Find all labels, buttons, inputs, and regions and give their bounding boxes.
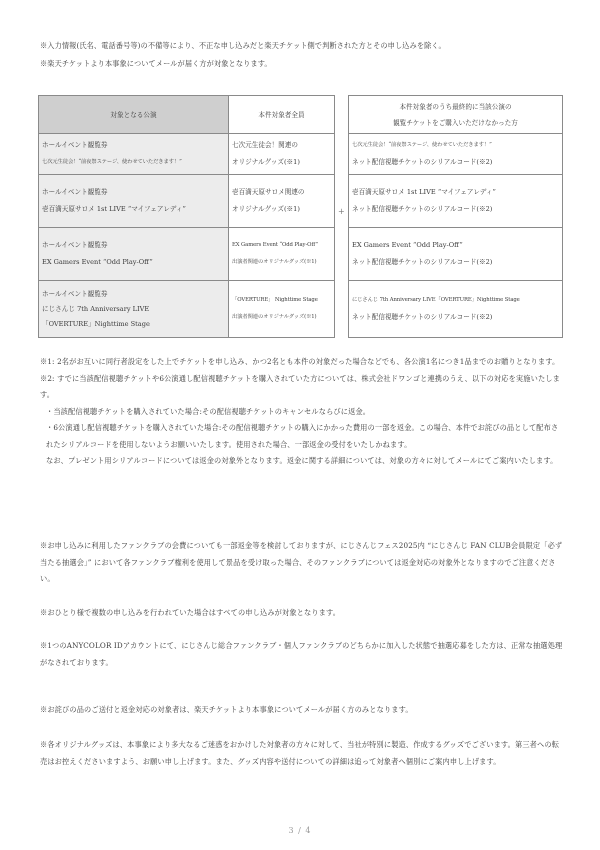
- note-1: ※1: 2名がお互いに同行者設定をした上でチケットを申し込み、かつ2名とも本件の対象だった場合などでも、各公演1名につき1品までのお贈りとなります。: [40, 357, 560, 366]
- table-row: [39, 281, 335, 338]
- fanclub-note: ※お申し込みに利用したファンクラブの会費についても一部返金等を検討しておりますが、にじさんじフェス2025内 “にじさんじ FAN CLUB会員限定「必ず当たる抽選会」” において各ファンクラブ権利を使用して景品を受け取った場合、そのファンクラブについては返金対応の対象外となりますのでご注意ください。: [40, 541, 563, 583]
- header-line-2: 観覧チケットをご購入いただけなかった方: [393, 118, 518, 127]
- goods-related: EX Gamers Event “Odd Play-Off”: [232, 242, 319, 248]
- note-2: ※2: すでに当該配信視聴チケットや6公演通し配信視聴チケットを購入されていた方については、株式会社ドワンゴと連携のうえ、以下の対応を実施いたします。: [40, 373, 560, 399]
- event-name: 七次元生徒会！“前夜祭ステージ、使わせていただきます！”: [352, 142, 492, 148]
- event-name: EX Gamers Event “Odd Play-Off”: [42, 258, 153, 266]
- serial-code-item: ネット配信視聴チケットのシリアルコード(※2): [352, 205, 493, 213]
- event-ticket-type: ホールイベント観覧券: [42, 188, 108, 196]
- event-subtitle: 「OVERTURE」Nighttime Stage: [42, 319, 150, 328]
- footnotes-block: [40, 354, 565, 470]
- note-2-bullet-1: ・当該配信視聴チケットを購入されていた場合:その配信視聴チケットのキャンセルならびに返金。: [46, 406, 371, 416]
- event-name: にじさんじ 7th Anniversary LIVE: [42, 304, 150, 313]
- eligible-events-table: [38, 95, 335, 338]
- note-2-extra: なお、プレゼント用シリアルコードについては返金の対象外となります。返金に関する詳細については、対象の方々に対してメールにてご案内いたします。: [46, 456, 558, 465]
- table-row: [39, 175, 335, 228]
- event-ticket-type: ホールイベント観覧券: [42, 141, 108, 149]
- event-name: 七次元生徒会！“前夜祭ステージ、使わせていただきます！”: [42, 159, 182, 165]
- goods-related: 壱百満天原サロメ関連の: [232, 188, 305, 196]
- table-row: [349, 228, 563, 281]
- header-all-eligible: 本件対象者全員: [229, 96, 335, 134]
- table-row: [349, 175, 563, 228]
- event-name: にじさんじ 7th Anniversary LIVE「OVERTURE」Nighttime Stage: [352, 297, 520, 303]
- intro-line-2: ※楽天チケットより本事象についてメールが届く方が対象となります。: [40, 59, 272, 68]
- goods-related: 七次元生徒会！関連の: [232, 141, 298, 149]
- header-unpurchased: [349, 96, 563, 134]
- goods-item: 出演者関連のオリジナルグッズ(※1): [232, 259, 317, 265]
- table-row: [349, 281, 563, 338]
- serial-code-item: ネット配信視聴チケットのシリアルコード(※2): [352, 158, 493, 166]
- note-2-bullet-2: ・6公演通し配信視聴チケットを購入されていた場合:その配信視聴チケットの購入にかかった費用の一部を返金。この場合、本件でお詫びの品として配布されたシリアルコードを使用しないようお願いいたします。使用された場合、一部返金の受付をいたしかねます。: [46, 423, 559, 449]
- table-row: [39, 134, 335, 175]
- event-ticket-type: ホールイベント観覧券: [42, 289, 108, 298]
- unpurchased-bonus-table: [348, 95, 563, 338]
- table-row: [349, 134, 563, 175]
- table-row: [39, 228, 335, 281]
- target-recipients-note: ※お詫びの品のご送付と返金対応の対象者は、楽天チケットより本事象についてメールが届く方のみとなります。: [40, 705, 413, 714]
- serial-code-item: ネット配信視聴チケットのシリアルコード(※2): [352, 313, 493, 321]
- intro-line-1: ※入力情報(氏名、電話番号等)の不備等により、不正な申し込みだと楽天チケット側で判断された方とその申し込みを除く。: [40, 41, 446, 50]
- multiple-applications-note: ※おひとり様で複数の申し込みを行われていた場合はすべての申し込みが対象となります。: [40, 608, 341, 617]
- header-target-event: 対象となる公演: [39, 96, 229, 134]
- plus-sign: +: [338, 207, 345, 216]
- serial-code-item: ネット配信視聴チケットのシリアルコード(※2): [352, 258, 493, 266]
- goods-related: 「OVERTURE」 Nighttime Stage: [232, 297, 318, 303]
- event-name: 壱百満天原サロメ 1st LIVE “マイフェアレディ”: [42, 205, 186, 213]
- goods-item: 出演者関連のオリジナルグッズ(※1): [232, 314, 317, 320]
- event-name: 壱百満天原サロメ 1st LIVE “マイフェアレディ”: [352, 188, 496, 196]
- header-line-1: 本件対象者のうち最終的に当該公演の: [399, 102, 512, 111]
- goods-item: オリジナルグッズ(※1): [232, 158, 300, 166]
- event-name: EX Gamers Event “Odd Play-Off”: [352, 241, 463, 249]
- goods-item: オリジナルグッズ(※1): [232, 205, 300, 213]
- anycolor-id-note: ※1つのANYCOLOR IDアカウントにて、にじさんじ総合ファンクラブ・個人ファンクラブのどちらかに加入した状態で抽選応募をした方は、正常な抽選処理がなされております。: [40, 641, 563, 667]
- event-ticket-type: ホールイベント観覧券: [42, 241, 108, 249]
- page-indicator: 3 / 4: [288, 826, 312, 835]
- original-goods-note: ※各オリジナルグッズは、本事象により多大なるご迷惑をおかけした対象者の方々に対して、当社が特別に製造、作成するグッズでございます。第三者への転売はお控えくださいますよう、お願い申し上げます。また、グッズ内容や送付についての詳細は追って対象者へ個別にご案内申し上げます。: [40, 740, 560, 766]
